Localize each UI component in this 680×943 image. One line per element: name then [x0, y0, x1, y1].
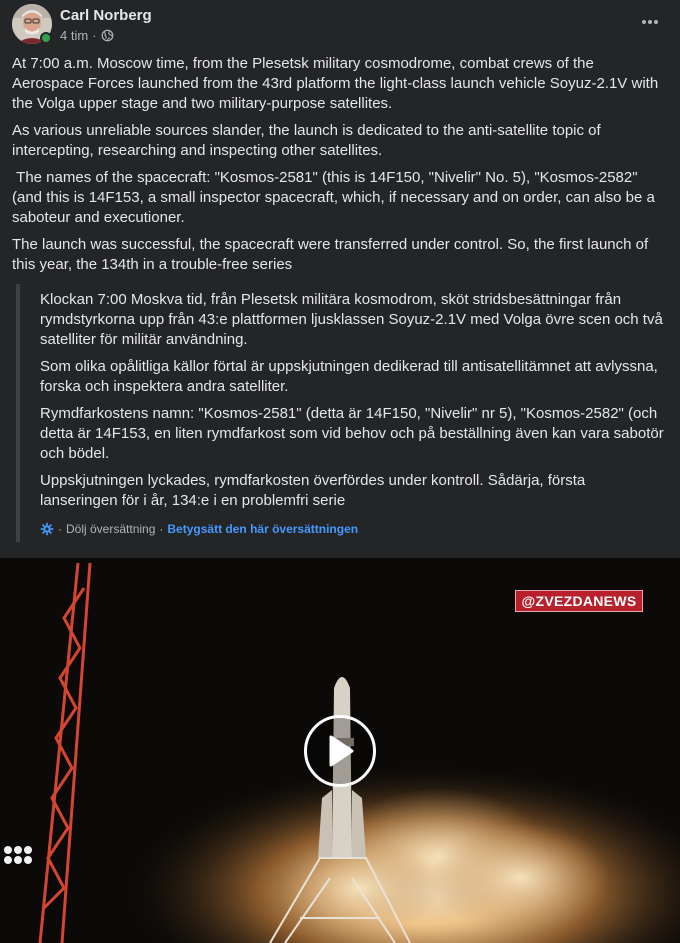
globe-icon — [101, 29, 114, 42]
translation-paragraph: Klockan 7:00 Moskva tid, från Plesetsk militära kosmodrom, sköt stridsbesättningar från rymdstyrkorna upp från 43:e plattformen ljusklassen Soyuz-2.1V med Volga övre scen och två satelliter för militär användning. — [40, 291, 663, 348]
translation-footer — [40, 522, 358, 536]
post-paragraph: At 7:00 a.m. Moscow time, from the Plesetsk military cosmodrome, combat crews of the Aerospace Forces launched from the 43rd platform the light-class launch vehicle Soyuz-2.1V with the Volga upper stage and two military-purpose satellites. — [12, 55, 663, 112]
post-body — [12, 54, 662, 282]
more-horizontal-icon — [641, 19, 659, 25]
video-player[interactable] — [0, 558, 680, 943]
post-time[interactable]: 4 tim — [60, 28, 89, 43]
translation-paragraph: Rymdfarkostens namn: "Kosmos-2581" (detta är 14F150, "Nivelir" nr 5), "Kosmos-2582" (och detta är 14F153, en liten rymdfarkost som vid behov och på beställning även kan vara sabotör och bödel. — [40, 405, 664, 462]
gear-icon[interactable] — [40, 522, 54, 536]
post-header — [0, 0, 680, 50]
author-name[interactable]: Carl Norberg — [60, 7, 152, 24]
meta-separator: · — [92, 28, 97, 43]
post-paragraph: The names of the spacecraft: "Kosmos-2581" (this is 14F150, "Nivelir" No. 5), "Kosmos-2582" (and this is 14F153, a small inspector spacecraft, which, if necessary and on order, can also be a saboteur and executioner. — [12, 169, 660, 226]
rate-translation-link[interactable]: Betygsätt den här översättningen — [167, 522, 359, 536]
translation-paragraph: Som olika opålitliga källor förtal är uppskjutningen dedikerad till antisatellitämnet att avlyssna, forska och inspektera andra satelliter. — [40, 358, 658, 395]
translation-block — [16, 284, 666, 542]
translation-paragraph: Uppskjutningen lyckades, rymdfarkosten överfördes under kontroll. Sådärja, första lanseringen för i år, 134:e i en problemfri serie — [40, 472, 586, 509]
post-paragraph: As various unreliable sources slander, the launch is dedicated to the anti-satellite topic of intercepting, researching and inspecting other satellites. — [12, 122, 605, 159]
online-status-dot — [40, 32, 52, 44]
post-paragraph: The launch was successful, the spacecraft were transferred under control. So, the first launch of this year, the 134th in a trouble-free series — [12, 236, 653, 273]
post-meta — [60, 28, 114, 43]
more-options-button[interactable] — [636, 8, 664, 36]
play-button[interactable] — [304, 715, 376, 787]
play-icon — [325, 734, 355, 768]
video-watermark: @ZVEZDANEWS — [515, 590, 643, 612]
hide-translation-link[interactable]: Dölj översättning — [66, 522, 156, 536]
footer-separator: · — [159, 522, 164, 536]
footer-separator: · — [58, 522, 62, 536]
